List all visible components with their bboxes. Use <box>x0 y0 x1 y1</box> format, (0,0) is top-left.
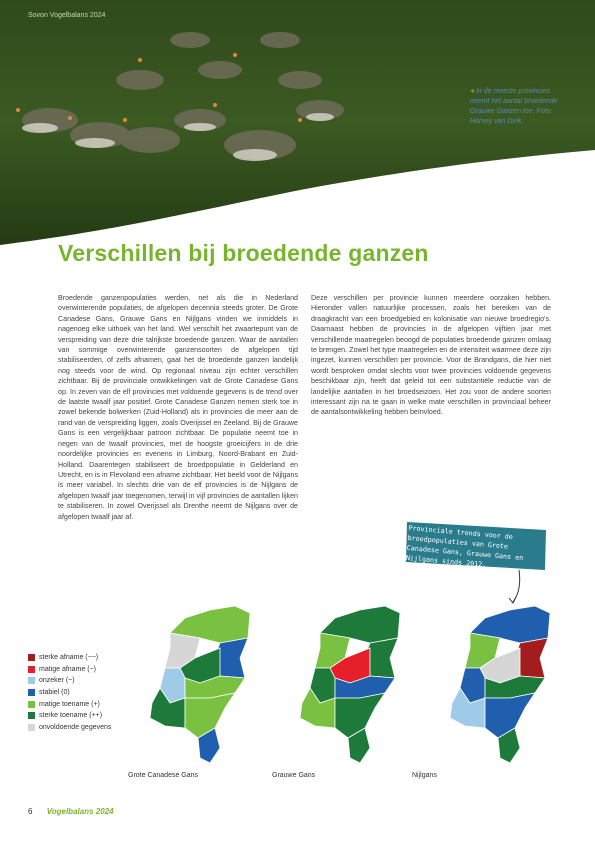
legend-item <box>28 664 111 676</box>
map-grote-canadese-gans <box>150 606 250 763</box>
legend-swatch <box>28 712 35 719</box>
legend-label: onvoldoende gegevens <box>39 723 112 731</box>
legend-swatch <box>28 677 35 684</box>
legend-swatch <box>28 701 35 708</box>
map-legend <box>28 652 111 733</box>
publication-title: Vogelbalans 2024 <box>46 807 114 816</box>
legend-label: sterke toename (++) <box>39 712 103 720</box>
page-number: 6 <box>28 807 33 816</box>
legend-item <box>28 687 111 699</box>
legend-label: stabiel (0) <box>39 689 70 697</box>
legend-item <box>28 710 111 722</box>
legend-item <box>28 652 111 664</box>
callout-text: Provinciale trends voor de broedpopulaties van Grote Canadese Gans, Grauwe Gans en Nijlgans sinds 2012. <box>405 523 524 569</box>
legend-item <box>28 698 111 710</box>
photo-caption <box>470 86 570 127</box>
right-column-text: Deze verschillen per provincie kunnen meerdere oorzaken hebben. Hieronder vallen natuurlijke processen, zoals het bereiken van de draagkracht van een broedgebied en kolonisatie van nieuwe broedregio's. Daarnaast hebben de provincies in de afgelopen vijftien jaar met verschillende maatregelen beoogd de populaties broedende ganzen omlaag te brengen. Zowel het type maatregelen en de intensiteit waarmee deze zijn ingezet, kunnen verschillen per provincie. Voor de Brandgans, die hier niet wordt besproken omdat slechts voor twee provincies voldoende gegevens beschikbaar zijn, heeft dat geleid tot een substantiële reductie van de landelijke aantallen in het broedseizoen. Het zou voor de andere soorten interessant zijn na te gaan in welke mate verschillen in provinciaal beheer de aantalsontwikkeling hebben beïnvloed. <box>311 294 551 417</box>
map-label-grauwe-gans: Grauwe Gans <box>272 772 316 779</box>
photo-credit-header: Sovon Vogelbalans 2024 <box>28 12 106 19</box>
legend-swatch <box>28 724 35 731</box>
caption-text: In de meeste provincies neemt het aantal broedende Grauwe Ganzen toe. Foto: Harvey van Diek <box>470 88 558 125</box>
province-maps <box>140 598 580 778</box>
article-title: Verschillen bij broedende ganzen <box>58 240 429 266</box>
map-grauwe-gans <box>300 606 400 763</box>
map-label-nijlgans: Nijlgans <box>412 772 437 779</box>
page-footer <box>28 807 114 816</box>
legend-label: matige afname (−) <box>39 665 96 673</box>
legend-item <box>28 722 111 734</box>
legend-swatch <box>28 666 35 673</box>
left-column-text: Broedende ganzenpopulaties werden, net als die in Nederland overwinterende populaties, de afgelopen decennia steeds groter. De Grote Canadese Gans, Grauwe Gans en Nijlgans vinden we inmiddels in nagenoeg elke uithoek van het land. Wel verschilt het zwaartepunt van de verspreiding van deze drie talrijkste broedende ganzen. Waar de aantallen van sommige overwinterende ganzensoorten de afgelopen tijd stabiliseerden, of zelfs afnamen, gaat het de broedende ganzen landelijk nog steeds voor de wind. Op regionaal niveau zijn echter verschillen zichtbaar. Bij de provinciale ontwikkelingen valt de Grote Canadese Gans op. In zeven van de elf provincies met voldoende gegevens is de trend over de laatste twaalf jaar positief. Grote Canadese Ganzen nemen sterk toe in zowel bekende bolwerken (Zuid-Holland) als in provincies die meer aan de rand van de verspreiding liggen, zoals Overijssel en Zeeland. Bij de Grauwe Gans is een vergelijkbaar patroon zichtbaar. De populatie neemt toe in negen van de twaalf provincies, met de hoogste groeicijfers in de drie noordelijke provincies en evenens in Limburg, Noord-Brabant en Zuid-Holland. Daarentegen stabiliseert de broedpopulatie in Gelderland en Utrecht, en is in Flevoland een afname zichtbaar. Het beeld voor de Nijlgans is meer variabel. In slechts drie van de elf provincies is de Nijlgans de afgelopen twaalf jaar toegenomen, terwijl in vijf provincies de aantallen lijken te stabiliseren. In zowel Overijssel als Drenthe neemt de Nijlgans over de afgelopen twaalf jaar af. <box>58 294 298 521</box>
legend-label: sterke afname (−−) <box>39 654 99 662</box>
legend-swatch <box>28 689 35 696</box>
map-label-grote-canadese-gans: Grote Canadese Gans <box>128 772 199 779</box>
legend-label: matige toename (+) <box>39 700 100 708</box>
map-nijlgans <box>450 606 550 763</box>
legend-label: onzeker (~) <box>39 677 75 685</box>
legend-item <box>28 675 111 687</box>
caption-arrow-icon: ◂ <box>470 86 475 95</box>
legend-swatch <box>28 654 35 661</box>
